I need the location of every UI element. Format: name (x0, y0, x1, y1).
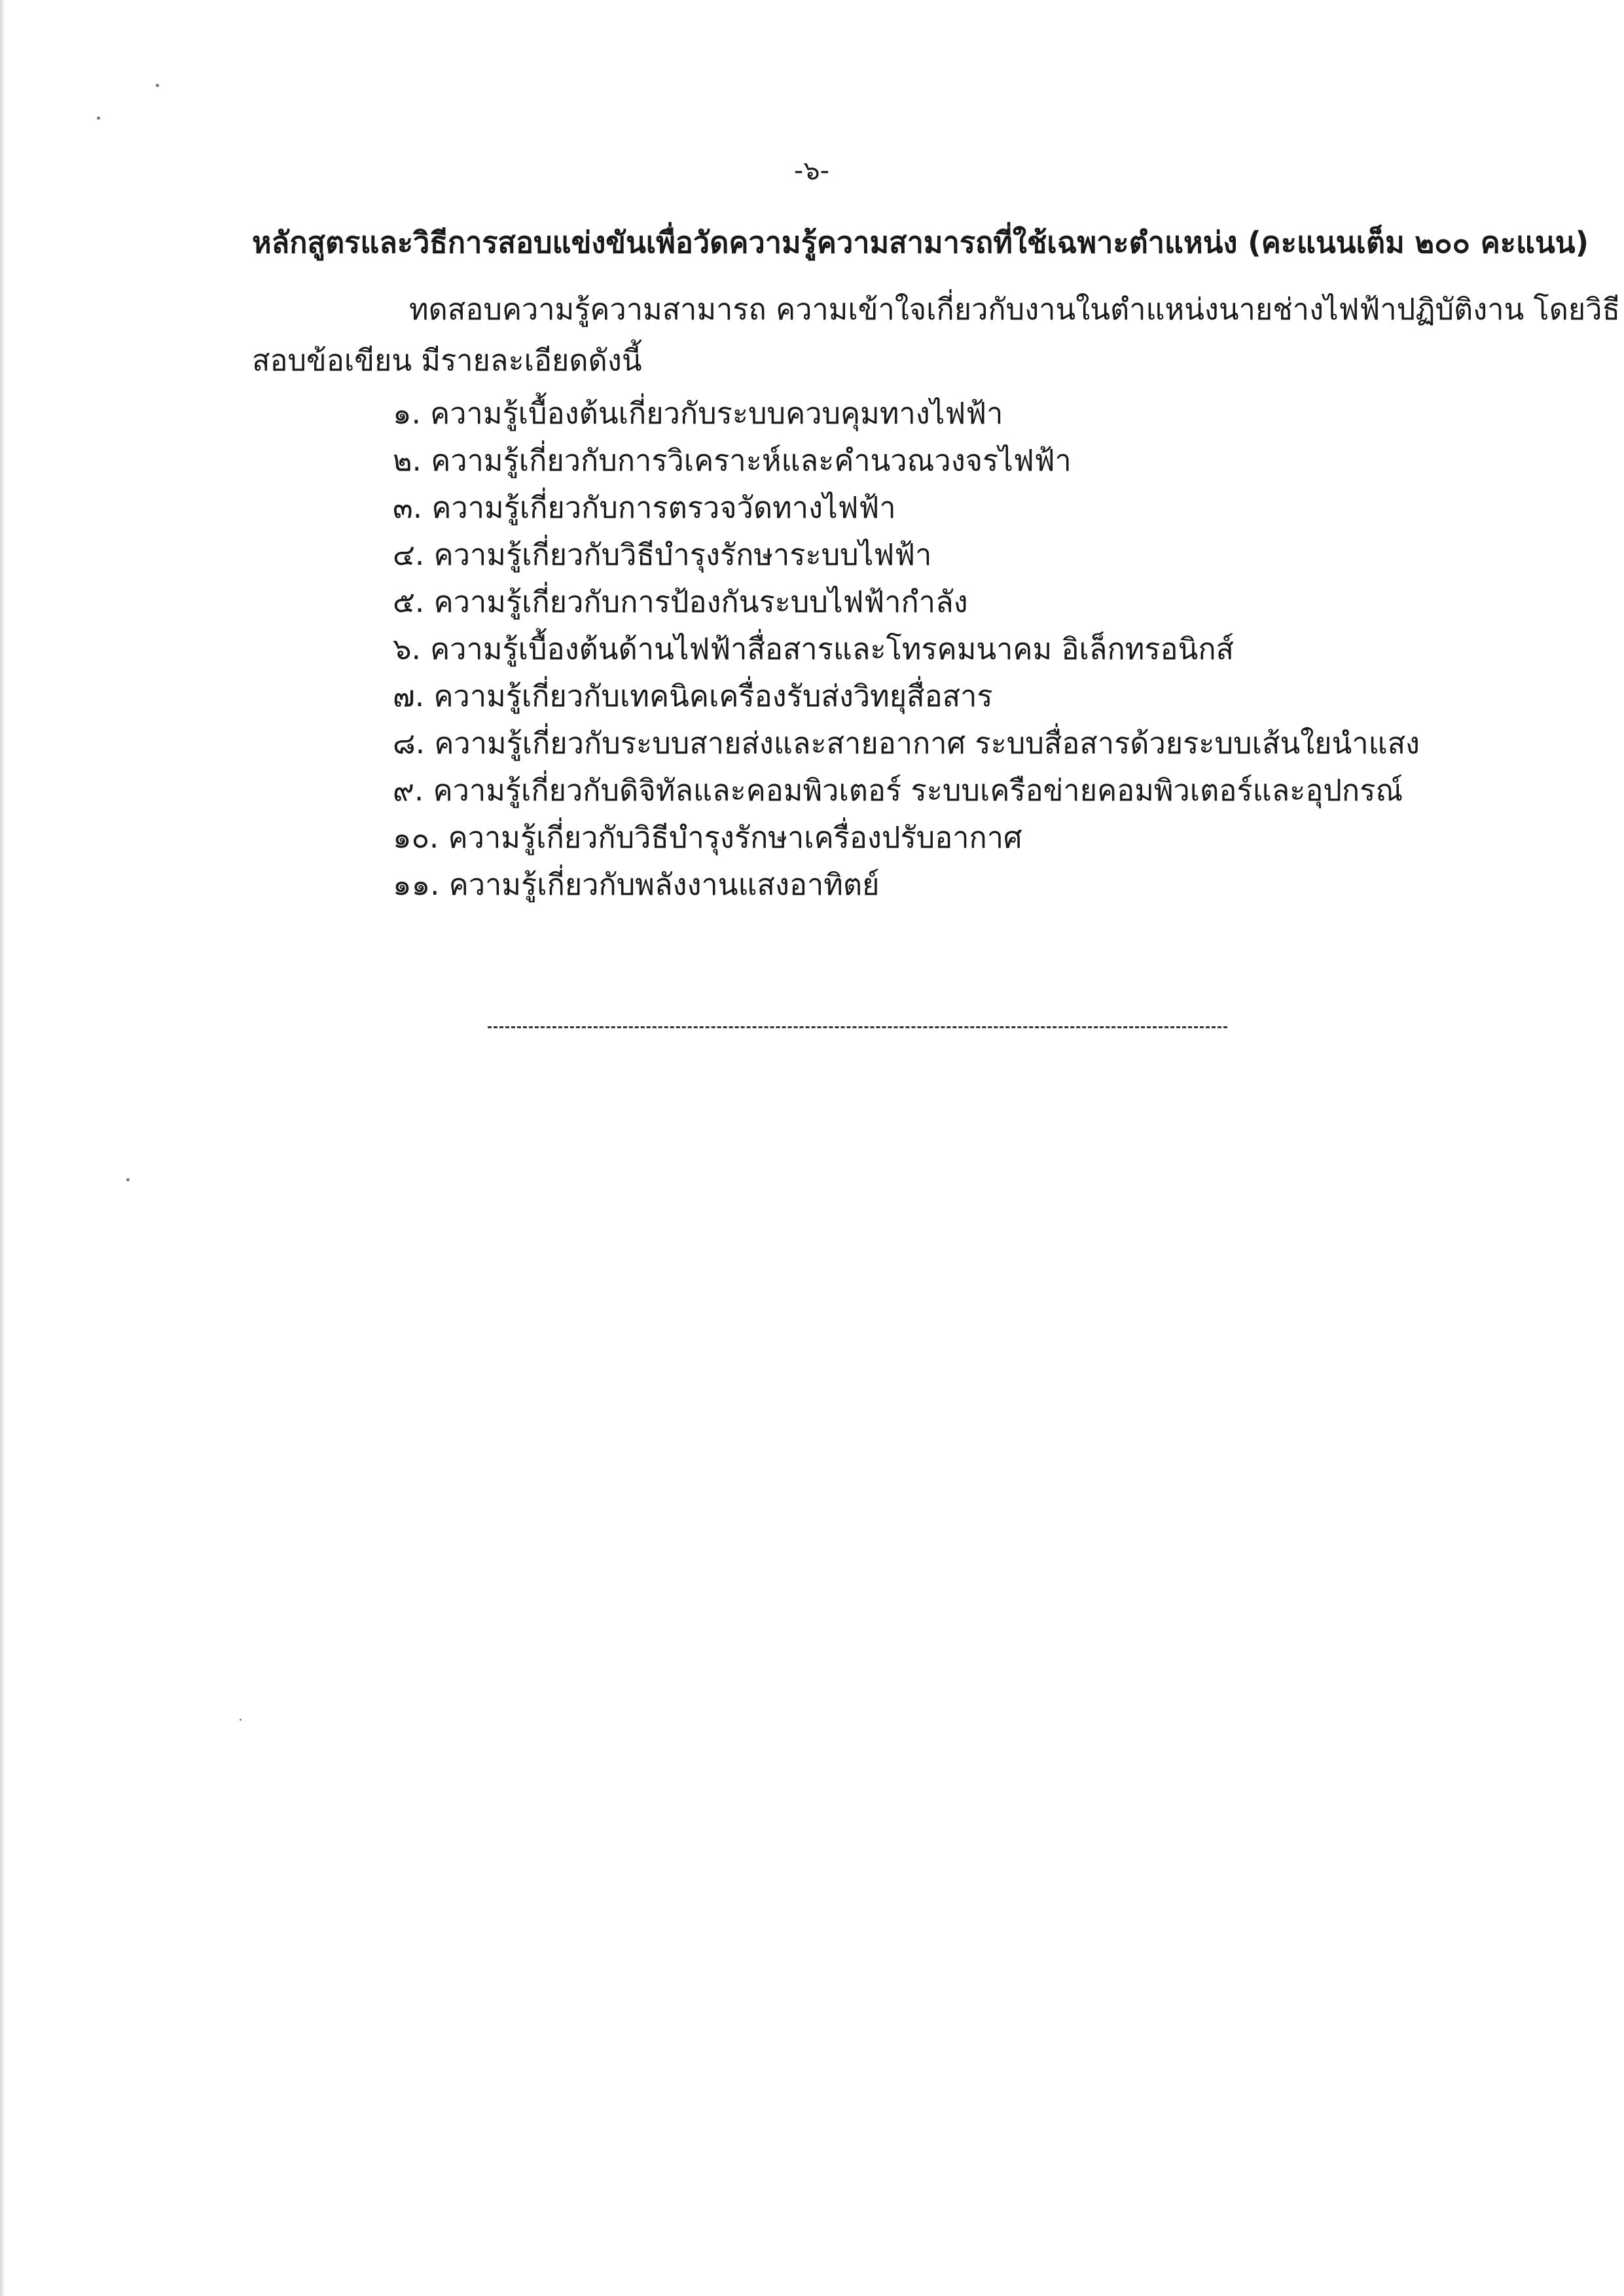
scan-speck (156, 84, 159, 87)
scan-speck (240, 1719, 242, 1721)
page-number: -๖- (793, 156, 830, 186)
topic-item: ๙. ความรู้เกี่ยวกับดิจิทัลและคอมพิวเตอร์ ระบบเครือข่ายคอมพิวเตอร์และอุปกรณ์ (393, 773, 1403, 808)
topic-item: ๑๑. ความรู้เกี่ยวกับพลังงานแสงอาทิตย์ (393, 867, 880, 902)
scan-speck (97, 117, 100, 120)
topic-list (393, 390, 1479, 908)
topic-item: ๓. ความรู้เกี่ยวกับการตรวจวัดทางไฟฟ้า (393, 490, 896, 525)
topic-item: ๖. ความรู้เบื้องต้นด้านไฟฟ้าสื่อสารและโทรคมนาคม อิเล็กทรอนิกส์ (393, 632, 1235, 666)
intro-line-2: สอบข้อเขียน มีรายละเอียดดังนี้ (252, 343, 642, 378)
topic-item: ๗. ความรู้เกี่ยวกับเทคนิคเครื่องรับส่งวิทยุสื่อสาร (393, 679, 993, 713)
intro-line-1: ทดสอบความรู้ความสามารถ ความเข้าใจเกี่ยวกับงานในตำแหน่งนายช่างไฟฟ้าปฏิบัติงาน โดยวิธี (409, 292, 1621, 327)
topic-item: ๑๐. ความรู้เกี่ยวกับวิธีบำรุงรักษาเครื่องปรับอากาศ (393, 820, 1022, 855)
scan-speck (126, 1178, 130, 1181)
topic-item: ๕. ความรู้เกี่ยวกับการป้องกันระบบไฟฟ้ากำลัง (393, 584, 968, 619)
dashed-divider (488, 1026, 1227, 1028)
topic-item: ๔. ความรู้เกี่ยวกับวิธีบำรุงรักษาระบบไฟฟ้า (393, 537, 932, 572)
section-heading: หลักสูตรและวิธีการสอบแข่งขันเพื่อวัดความรู้ความสามารถที่ใช้เฉพาะตำแหน่ง (คะแนนเต็ม ๒๐๐ คะแนน) (252, 225, 1589, 260)
topic-item: ๘. ความรู้เกี่ยวกับระบบสายส่งและสายอากาศ ระบบสื่อสารด้วยระบบเส้นใยนำแสง (393, 726, 1420, 761)
topic-item: ๒. ความรู้เกี่ยวกับการวิเคราะห์และคำนวณวงจรไฟฟ้า (393, 443, 1072, 478)
topic-item: ๑. ความรู้เบื้องต้นเกี่ยวกับระบบควบคุมทางไฟฟ้า (393, 396, 1003, 431)
intro-paragraph (252, 284, 1621, 386)
scan-edge-shadow (0, 0, 5, 2296)
